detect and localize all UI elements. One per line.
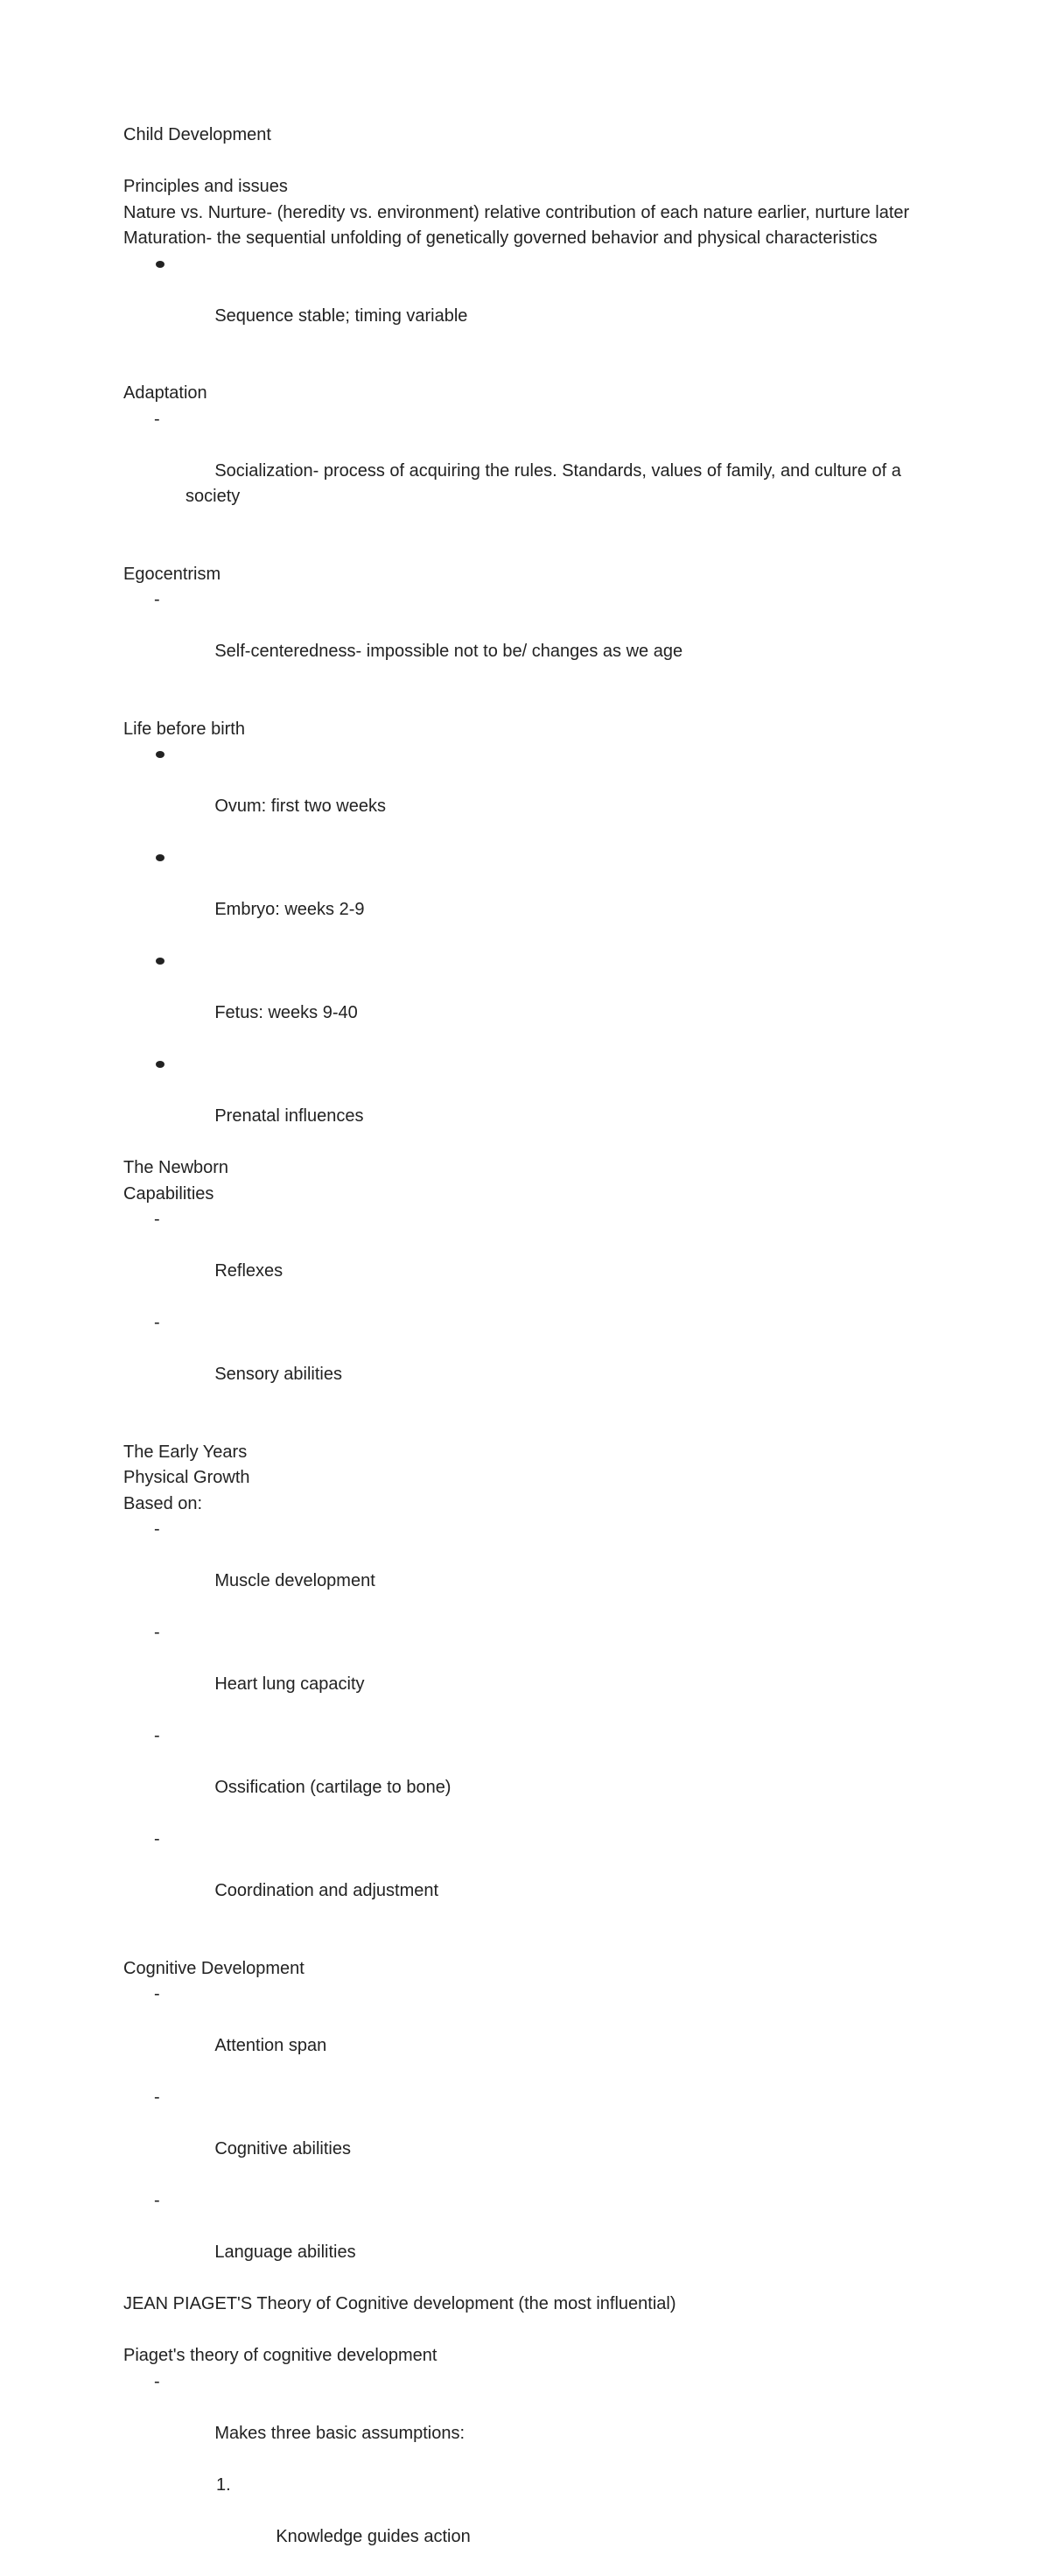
list-item-text: Sequence stable; timing variable — [214, 305, 468, 326]
bullet-icon — [156, 751, 164, 758]
numbered-list-item — [123, 2473, 946, 2576]
dash-marker: - — [154, 1313, 160, 1332]
list-item — [123, 949, 946, 1052]
list-item-text: Knowledge guides action — [276, 2526, 471, 2546]
principles-heading: Principles and issues — [123, 177, 288, 196]
list-item — [123, 1723, 946, 1827]
list-item — [123, 742, 946, 846]
document-title: Child Development — [123, 125, 271, 144]
capabilities-heading: Capabilities — [123, 1183, 214, 1204]
list-item-text: Ovum: first two weeks — [214, 797, 386, 816]
life-before-birth-heading: Life before birth — [123, 719, 245, 739]
list-item — [123, 1982, 946, 2085]
list-item-text: Heart lung capacity — [214, 1674, 365, 1694]
list-item — [123, 2188, 946, 2292]
list-item-text: Muscle development — [214, 1571, 375, 1590]
piaget-theory-heading: Piaget's theory of cognitive development — [123, 2346, 438, 2365]
early-years-heading: The Early Years — [123, 1442, 248, 1462]
piaget-line: JEAN PIAGET'S Theory of Cognitive development (the most influential) — [123, 2294, 676, 2313]
list-number: 1. — [216, 2474, 231, 2495]
list-item-text: Socialization- process of acquiring the rules. Standards, values of family, and culture of a society — [186, 460, 906, 506]
spacer — [123, 355, 946, 382]
list-item-text: Language abilities — [214, 2243, 356, 2262]
list-item — [123, 846, 946, 949]
list-item-text: Sensory abilities — [214, 1365, 342, 1384]
list-item — [123, 2369, 946, 2473]
cognitive-heading: Cognitive Development — [123, 1958, 304, 1978]
dash-marker: - — [154, 1520, 160, 1539]
list-item-text: Coordination and adjustment — [214, 1881, 439, 1900]
maturation-text: Maturation- the sequential unfolding of genetically governed behavior and physical characteristics — [123, 228, 878, 248]
nature-nurture-text: Nature vs. Nurture- (heredity vs. environment) relative contribution of each nature earlier, nurture later — [123, 202, 910, 222]
list-item — [123, 1310, 946, 1414]
list-item — [123, 2085, 946, 2188]
list-item — [123, 1052, 946, 1155]
based-on-label: Based on: — [123, 1493, 203, 1513]
list-item-text: Cognitive abilities — [214, 2139, 351, 2158]
physical-growth-heading: Physical Growth — [123, 1468, 250, 1487]
adaptation-heading: Adaptation — [123, 383, 207, 403]
spacer — [123, 149, 946, 175]
list-item-text: Reflexes — [214, 1261, 284, 1281]
dash-marker: - — [154, 1829, 160, 1849]
document-body — [123, 123, 946, 2576]
dash-marker: - — [154, 590, 160, 609]
bullet-icon — [156, 854, 164, 861]
dash-marker: - — [154, 1210, 160, 1229]
bullet-icon — [156, 261, 164, 268]
dash-marker: - — [154, 2191, 160, 2210]
list-item-text: Self-centeredness- impossible not to be/ changes as we age — [214, 642, 683, 661]
spacer — [123, 2318, 946, 2344]
spacer — [123, 536, 946, 562]
list-item-text: Ossification (cartilage to bone) — [214, 1778, 452, 1797]
list-item — [123, 1207, 946, 1310]
list-item — [123, 587, 946, 691]
list-item-text: Fetus: weeks 9-40 — [214, 1003, 358, 1022]
list-item — [123, 1827, 946, 1930]
list-item — [123, 1620, 946, 1723]
list-item — [123, 1517, 946, 1620]
spacer — [123, 1930, 946, 1956]
dash-marker: - — [154, 2371, 160, 2391]
list-item-text: Prenatal influences — [214, 1106, 364, 1126]
dash-marker: - — [154, 1726, 160, 1745]
list-item-text: Attention span — [214, 2036, 327, 2055]
list-item-text: Makes three basic assumptions: — [214, 2423, 466, 2443]
dash-marker: - — [154, 2088, 160, 2107]
dash-marker: - — [154, 409, 160, 429]
newborn-heading: The Newborn — [123, 1158, 229, 1177]
dash-marker: - — [154, 1984, 160, 2004]
dash-marker: - — [154, 1623, 160, 1642]
spacer — [123, 691, 946, 717]
spacer — [123, 1414, 946, 1440]
bullet-icon — [156, 958, 164, 965]
list-item-text: Embryo: weeks 2-9 — [214, 900, 365, 919]
bullet-icon — [156, 1061, 164, 1068]
egocentrism-heading: Egocentrism — [123, 564, 221, 584]
list-item — [123, 407, 946, 537]
list-item — [123, 252, 946, 355]
